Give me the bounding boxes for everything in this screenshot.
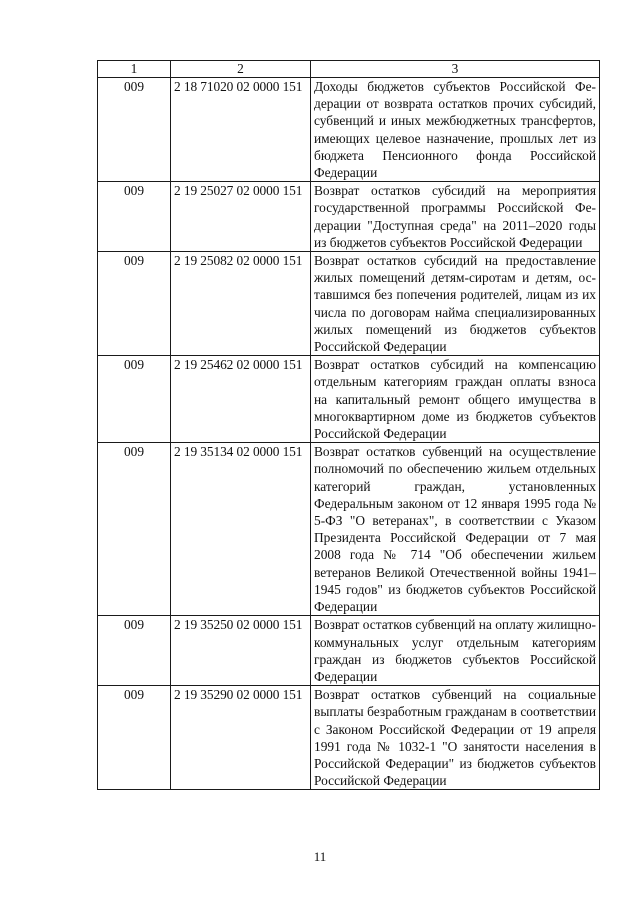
table-row xyxy=(98,443,600,616)
page-number: 11 xyxy=(313,849,327,864)
revenue-description-cell: Возврат остатков субсидий на предоставление жилых помещений детям-сиротам и детям, оставшимся без попечения родителей, лицам из их числа по договорам найма специализированных жилых помещений из бюджетов субъектов Российской Федерации xyxy=(311,252,600,356)
revenue-description-cell: Возврат остатков субвенций на социальные выплаты безработным гражданам в соответствии с Законом Российской Федерации от 19 апреля 1991 года № 1032-1 "О занятости населения в Российской Федерации" из бюджетов субъектов Российской Федерации xyxy=(311,686,600,790)
revenue-description-cell: Доходы бюджетов субъектов Российской Федерации от возврата остатков прочих субсидий, субвенций и иных межбюджетных трансфертов, имеющих целевое назначение, прошлых лет из бюджета Пенсионного фонда Российской Федерации xyxy=(311,78,600,182)
revenue-description-cell: Возврат остатков субвенций на осуществление полномочий по обеспечению жильем отдельных категорий граждан, установленных Федеральным законом от 12 января 1995 года № 5-ФЗ "О ветеранах", в соответствии с Указом Президента Российской Федерации от 7 мая 2008 года № 714 "Об обеспечении жильем ветеранов Великой Отечественной войны 1941–1945 годов" из бюджетов субъектов Российской Федерации xyxy=(311,443,600,616)
admin-code-cell: 009 xyxy=(98,443,171,616)
budget-code-cell: 2 19 35250 02 0000 151 xyxy=(171,616,311,686)
revenue-description-cell: Возврат остатков субсидий на мероприятия государственной программы Российской Федерации "Доступная среда" на 2011–2020 годы из бюджетов субъектов Российской Федерации xyxy=(311,182,600,252)
budget-code-cell: 2 19 35134 02 0000 151 xyxy=(171,443,311,616)
table-row xyxy=(98,252,600,356)
budget-code-cell: 2 19 25027 02 0000 151 xyxy=(171,182,311,252)
column-header-3: 3 xyxy=(311,61,600,78)
budget-code-cell: 2 19 25082 02 0000 151 xyxy=(171,252,311,356)
revenue-description-cell: Возврат остатков субсидий на компенсацию отдельным категориям граждан оплаты взноса на капитальный ремонт общего имущества в многоквартирном доме из бюджетов субъектов Российской Федерации xyxy=(311,356,600,443)
budget-classification-table xyxy=(97,60,600,790)
table-header-row xyxy=(98,61,600,78)
admin-code-cell: 009 xyxy=(98,252,171,356)
admin-code-cell: 009 xyxy=(98,686,171,790)
table-row xyxy=(98,78,600,182)
revenue-description-cell: Возврат остатков субвенций на оплату жилищно-коммунальных услуг отдельным категориям граждан из бюджетов субъектов Российской Федерации xyxy=(311,616,600,686)
admin-code-cell: 009 xyxy=(98,78,171,182)
budget-code-cell: 2 18 71020 02 0000 151 xyxy=(171,78,311,182)
table-row xyxy=(98,356,600,443)
admin-code-cell: 009 xyxy=(98,616,171,686)
budget-code-cell: 2 19 35290 02 0000 151 xyxy=(171,686,311,790)
column-header-1: 1 xyxy=(98,61,171,78)
table-row xyxy=(98,616,600,686)
column-header-2: 2 xyxy=(171,61,311,78)
table-row xyxy=(98,182,600,252)
admin-code-cell: 009 xyxy=(98,356,171,443)
table-row xyxy=(98,686,600,790)
admin-code-cell: 009 xyxy=(98,182,171,252)
budget-code-cell: 2 19 25462 02 0000 151 xyxy=(171,356,311,443)
